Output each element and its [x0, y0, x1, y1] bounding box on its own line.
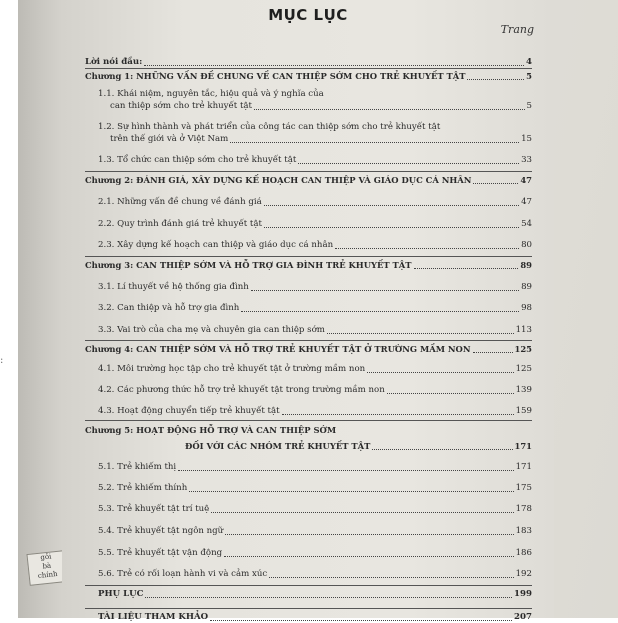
toc-entry-label: Chương 3: CAN THIỆP SỚM VÀ HỖ TRỢ GIA ĐÌNH TRẺ KHUYẾT TẬT — [85, 260, 412, 270]
dot-leader — [230, 141, 519, 143]
dot-leader — [241, 310, 519, 312]
dot-leader — [264, 204, 519, 206]
side-tag: gỏi bà chính — [26, 550, 67, 586]
toc-entry-page: 171 — [515, 462, 532, 472]
toc-entry-4-3 — [98, 406, 532, 417]
toc-entry-4-1 — [98, 364, 532, 375]
toc-entry-label: 5.4. Trẻ khuyết tật ngôn ngữ — [98, 526, 224, 536]
dot-leader — [335, 247, 519, 249]
toc-entry-label: 2.3. Xây dựng kế hoạch can thiệp và giáo dục cá nhân — [98, 240, 334, 250]
toc-entry-page: 139 — [515, 385, 532, 395]
toc-entry-3-3 — [98, 325, 532, 336]
toc-entry-page: 54 — [521, 219, 532, 229]
toc-entry-5-6 — [98, 569, 532, 580]
toc-entry-4-2 — [98, 385, 532, 396]
dot-leader — [387, 392, 514, 394]
section-divider — [85, 420, 532, 421]
toc-entry-label-line1: 1.1. Khái niệm, nguyên tắc, hiệu quả và ý nghĩa của — [98, 89, 324, 99]
toc-entry-page: 47 — [521, 197, 532, 207]
toc-entry-label: 4.3. Hoạt động chuyển tiếp trẻ khuyết tật — [98, 406, 280, 416]
toc-entry-page: 89 — [520, 260, 532, 270]
dot-leader — [282, 413, 514, 415]
toc-entry-page: 47 — [520, 175, 532, 185]
toc-entry-5-5 — [98, 548, 532, 559]
toc-chapter-2 — [85, 175, 532, 186]
section-divider — [85, 68, 532, 69]
dot-leader — [145, 596, 512, 598]
toc-entry-1-1 — [110, 101, 532, 112]
toc-entry-label: 3.3. Vai trò của cha mẹ và chuyên gia can thiệp sớm — [98, 325, 325, 335]
toc-chapter-3 — [85, 260, 532, 271]
page-title: MỤC LỤC — [268, 6, 348, 24]
toc-entry-label: 5.2. Trẻ khiếm thính — [98, 483, 188, 493]
toc-entry-page: 171 — [514, 441, 532, 451]
dot-leader — [473, 182, 518, 184]
toc-entry-page: 125 — [514, 344, 532, 354]
toc-entry-label: Chương 2: ĐÁNH GIÁ, XÂY DỰNG KẾ HOẠCH CAN THIỆP VÀ GIÁO DỤC CÁ NHÂN — [85, 175, 472, 185]
toc-entry-page: 113 — [515, 325, 532, 335]
book-binding — [18, 0, 66, 618]
toc-entry-page: 89 — [521, 282, 532, 292]
page-column-label: Trang — [500, 23, 534, 36]
toc-entry-label: Lời nói đầu: — [85, 57, 143, 67]
toc-entry-1-2 — [110, 134, 532, 145]
section-divider — [85, 608, 532, 609]
toc-entry-5-2 — [98, 483, 532, 494]
toc-entry-1-3 — [98, 155, 532, 166]
toc-entry-label: 4.1. Môi trường học tập cho trẻ khuyết tật ở trường mầm non — [98, 364, 366, 374]
dot-leader — [367, 371, 513, 373]
toc-entry-5-1 — [98, 462, 532, 473]
dot-leader — [414, 267, 519, 269]
toc-entry-page: 5 — [526, 71, 532, 81]
toc-entry-page: 15 — [521, 134, 532, 144]
toc-entry-page: 159 — [515, 406, 532, 416]
dot-leader — [298, 162, 519, 164]
dot-leader — [251, 289, 519, 291]
dot-leader — [254, 108, 525, 110]
toc-entry-page: 4 — [526, 57, 532, 67]
dot-leader — [327, 332, 514, 334]
dot-leader — [372, 448, 512, 450]
toc-entry-label: 5.5. Trẻ khuyết tật vận động — [98, 548, 223, 558]
toc-entry-label: 5.1. Trẻ khiếm thị — [98, 462, 177, 472]
toc-entry-page: 98 — [521, 303, 532, 313]
section-divider — [85, 585, 532, 586]
toc-entry-label: ĐỐI VỚI CÁC NHÓM TRẺ KHUYẾT TẬT — [185, 441, 371, 451]
toc-entry-label: 3.2. Can thiệp và hỗ trợ gia đình — [98, 303, 240, 313]
toc-entry-5-4 — [98, 526, 532, 537]
toc-entry-page: 199 — [514, 589, 532, 599]
toc-entry-preface — [85, 57, 532, 68]
toc-entry-2-1 — [98, 197, 532, 208]
toc-entry-3-1 — [98, 282, 532, 293]
dot-leader — [467, 78, 524, 80]
toc-entry-label: 4.2. Các phương thức hỗ trợ trẻ khuyết tật trong trường mầm non — [98, 385, 385, 395]
toc-entry-label: 2.1. Những vấn đề chung về đánh giá — [98, 197, 262, 207]
toc-entry-label: TÀI LIỆU THAM KHẢO — [98, 612, 209, 622]
dot-leader — [224, 555, 513, 557]
dot-leader — [210, 619, 512, 621]
toc-entry-page: 186 — [515, 548, 532, 558]
toc-entry-label-line1: 1.2. Sự hình thành và phát triển của công tác can thiệp sớm cho trẻ khuyết tật — [98, 122, 441, 132]
toc-chapter-1 — [85, 71, 532, 82]
toc-entry-5-3 — [98, 504, 532, 515]
toc-entry-3-2 — [98, 303, 532, 314]
toc-entry-page: 192 — [515, 569, 532, 579]
toc-entry-appendix — [98, 589, 532, 600]
toc-entry-page: 33 — [521, 155, 532, 165]
dot-leader — [225, 533, 513, 535]
section-divider — [85, 171, 532, 172]
toc-chapter-5 — [185, 441, 532, 452]
toc-entry-label: 5.6. Trẻ có rối loạn hành vi và cảm xúc — [98, 569, 268, 579]
section-divider — [85, 256, 532, 257]
toc-entry-page: 178 — [515, 504, 532, 514]
toc-entry-page: 80 — [521, 240, 532, 250]
dot-leader — [269, 576, 513, 578]
toc-entry-label: 1.3. Tổ chức can thiệp sớm cho trẻ khuyết tật — [98, 155, 297, 165]
dot-leader — [178, 469, 513, 471]
section-divider — [85, 340, 532, 341]
dot-leader — [189, 490, 513, 492]
toc-entry-page: 5 — [526, 101, 532, 111]
toc-entry-label: 2.2. Quy trình đánh giá trẻ khuyết tật — [98, 219, 262, 229]
toc-entry-label: Chương 4: CAN THIỆP SỚM VÀ HỖ TRỢ TRẺ KHUYẾT TẬT Ở TRƯỜNG MẦM NON — [85, 344, 471, 354]
toc-entry-page: 175 — [515, 483, 532, 493]
toc-entry-label: Chương 1: NHỮNG VẤN ĐỀ CHUNG VỀ CAN THIỆP SỚM CHO TRẺ KHUYẾT TẬT — [85, 71, 466, 81]
toc-entry-page: 183 — [515, 526, 532, 536]
toc-entry-label: 5.3. Trẻ khuyết tật trí tuệ — [98, 504, 210, 514]
toc-entry-2-2 — [98, 219, 532, 230]
toc-entry-label: trên thế giới và ở Việt Nam — [110, 134, 229, 144]
toc-entry-label: can thiệp sớm cho trẻ khuyết tật — [110, 101, 252, 111]
dot-leader — [473, 351, 513, 353]
toc-entry-label: PHỤ LỤC — [98, 589, 144, 599]
toc-entry-label: 3.1. Lí thuyết về hệ thống gia đình — [98, 282, 249, 292]
toc-entry-page: 207 — [514, 612, 532, 622]
toc-chapter-4 — [85, 344, 532, 355]
dot-leader — [264, 226, 519, 228]
toc-entry-page: 125 — [515, 364, 532, 374]
dot-leader — [144, 64, 524, 66]
left-margin-mark: : — [0, 355, 4, 366]
toc-page — [62, 0, 554, 622]
toc-chapter-5-line1: Chương 5: HOẠT ĐỘNG HỖ TRỢ VÀ CAN THIỆP SỚM — [85, 425, 337, 435]
dot-leader — [211, 511, 513, 513]
toc-entry-2-3 — [98, 240, 532, 251]
